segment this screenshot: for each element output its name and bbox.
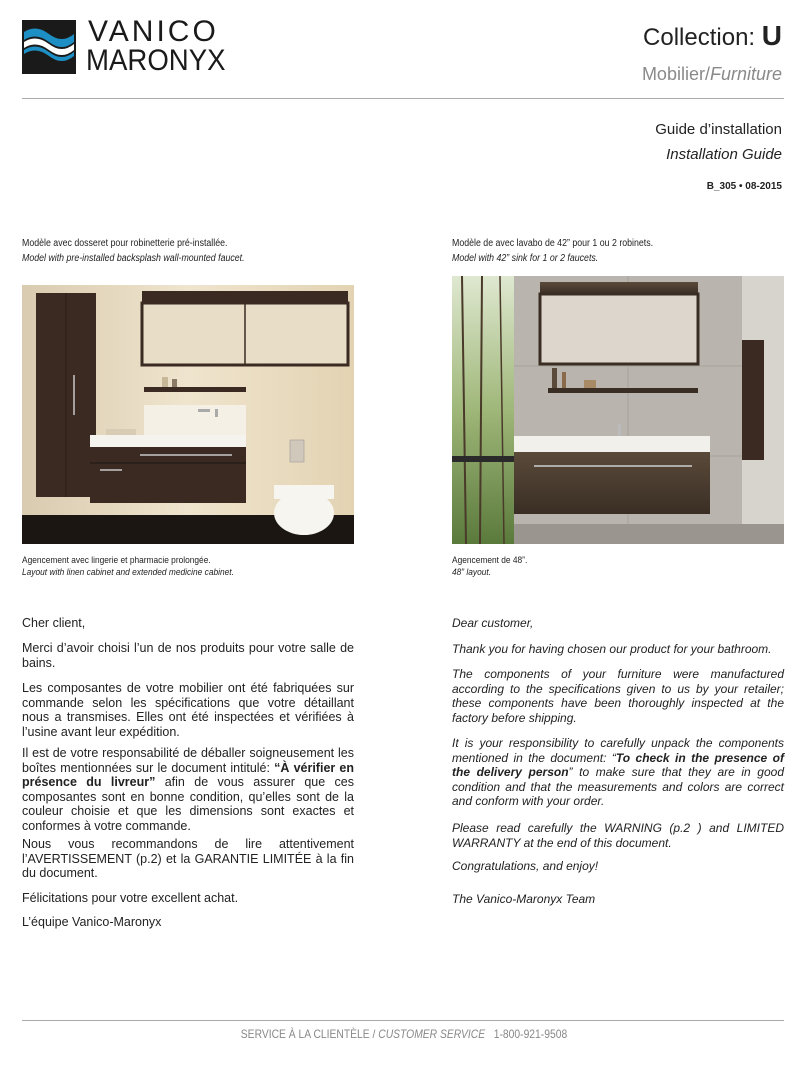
english-paragraph-2: The components of your furniture were manufactured according to the specifications given to us by your retailer; these components have been thoroughly inspected at the factory before shipping.: [452, 667, 784, 725]
english-paragraph-1: Thank you for having chosen our product for your bathroom.: [452, 642, 772, 656]
category-fr: Mobilier/: [641, 64, 710, 84]
service-phone[interactable]: 1-800-921-9508: [493, 1027, 568, 1041]
brand-logo: [22, 15, 242, 78]
english-greeting: Dear customer,: [452, 616, 534, 630]
collection-letter: U: [761, 20, 782, 51]
caption-left-bottom: [22, 555, 234, 579]
english-p3-start: It is your responsibility to carefully unpack the components mentioned in the document: “: [452, 736, 784, 765]
english-p3-end: ” to make sure that they are in good condition and that the measurements and colors are correct and conform with your order.: [452, 765, 784, 808]
french-paragraph-5: Félicitations pour votre excellent achat.: [22, 891, 239, 905]
french-signature: L’équipe Vanico-Maronyx: [22, 915, 162, 929]
french-p3-emphasis: “À vérifier en présence du livreur”: [22, 760, 354, 789]
footer-divider: [22, 1020, 784, 1021]
caption-right-bottom: [452, 555, 527, 579]
wave-logo-icon: [22, 20, 76, 74]
french-greeting: Cher client,: [22, 616, 86, 630]
service-label-fr: SERVICE À LA CLIENTÈLE /: [240, 1027, 379, 1041]
english-paragraph-4: Please read carefully the WARNING (p.2 ) and LIMITED WARRANTY at the end of this document.: [452, 821, 784, 850]
french-p3-start: Il est de votre responsabilité de déballer soigneusement les boîtes mentionnées sur le document intitulé:: [22, 746, 354, 775]
english-signature: The Vanico-Maronyx Team: [452, 892, 596, 906]
english-p3-emphasis: To check in the presence of the delivery person: [452, 750, 784, 779]
caption-left-bottom-fr: Agencement avec lingerie et pharmacie prolongée.: [22, 555, 211, 566]
caption-right-top: [452, 236, 653, 266]
english-paragraph-5: Congratulations, and enjoy!: [452, 859, 599, 873]
header-divider: [22, 98, 784, 99]
english-paragraph-3: [452, 736, 784, 809]
caption-left-top-en: Model with pre-installed backsplash wall-mounted faucet.: [22, 253, 245, 264]
caption-right-bottom-fr: Agencement de 48”.: [452, 555, 528, 566]
collection-label: Collection:: [643, 24, 756, 51]
category-label: [642, 64, 782, 85]
french-paragraph-4: Nous vous recommandons de lire attentivement l’AVERTISSEMENT (p.2) et la GARANTIE LIMITÉE à la fin du document.: [22, 837, 354, 880]
french-p3-end: afin de vous assurer que ces composantes sont en bonne condition, qu’elles sont de la couleur choisie et que les dimensions sont exactes et conformes à votre commande.: [22, 775, 354, 833]
photo-linen-cabinet-layout: [22, 285, 354, 544]
brand-name-line2: MARONYX: [86, 44, 226, 77]
french-paragraph-1: Merci d’avoir choisi l’un de nos produits pour votre salle de bains.: [22, 641, 354, 670]
caption-left-top: [22, 236, 245, 266]
caption-left-bottom-en: Layout with linen cabinet and extended medicine cabinet.: [22, 567, 234, 578]
caption-left-top-fr: Modèle avec dosseret pour robinetterie pré-installée.: [22, 238, 228, 249]
category-en: Furniture: [709, 64, 782, 84]
customer-service-footer: [57, 1027, 752, 1041]
guide-title-en: Installation Guide: [666, 146, 782, 163]
caption-right-top-fr: Modèle de avec lavabo de 42” pour 1 ou 2 robinets.: [452, 238, 654, 249]
brand-name-line1: VANICO: [88, 15, 219, 48]
caption-right-top-en: Model with 42” sink for 1 or 2 faucets.: [452, 253, 599, 264]
document-reference: B_305 • 08-2015: [706, 181, 782, 192]
french-paragraph-2: Les composantes de votre mobilier ont été fabriquées sur commande selon les spécifications que votre détaillant nous a transmises. Elles ont été inspectées et vérifiées à l’usine avant leur expédition.: [22, 681, 354, 739]
service-label-en: CUSTOMER SERVICE: [378, 1027, 486, 1041]
guide-title-fr: Guide d’installation: [655, 121, 782, 138]
collection-title: [643, 20, 782, 52]
french-paragraph-3: [22, 746, 354, 833]
caption-right-bottom-en: 48” layout.: [452, 567, 492, 578]
photo-48-layout: [452, 276, 784, 544]
